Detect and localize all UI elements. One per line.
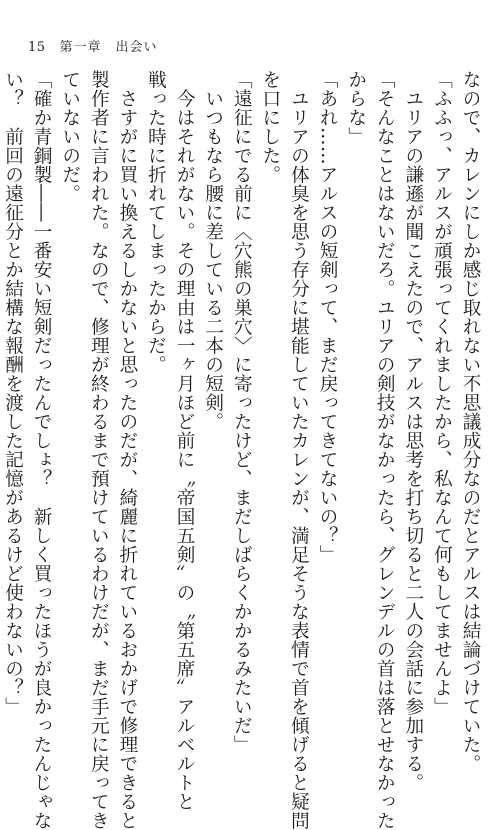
body-text (2, 70, 484, 830)
text-line-11: 今はそれがない。その理由は一ヶ月ほど前に〝帝国五剣〟の〝第五席〟アルベルトと (174, 70, 196, 811)
text-line-10: いつもなら腰に差している二本の短剣。 (202, 70, 224, 431)
chapter-title: 第一章 出会い (59, 40, 158, 55)
text-line-8: を口にした。 (259, 70, 281, 184)
text-line-12: 戦った時に折れてしまったからだ。 (145, 70, 167, 374)
text-line-17: い？ 前回の遠征分とか結構な報酬を渡した記憶があるけど使わないの？」 (2, 70, 24, 716)
text-line-4: 「そんなことはないだろ。ユリアの剣技がなかったら、グレンデルの首は落とせなかった (374, 70, 396, 830)
text-line-3: ユリアの謙遜が聞こえたので、アルスは思考を打ち切ると二人の会話に参加する。 (402, 70, 424, 792)
text-line-1: なので、カレンにしか感じ取れない不思議成分なのだとアルスは結論づけていた。 (460, 70, 481, 773)
text-line-15: ていないのだ。 (59, 70, 81, 203)
text-line-2: 「ふふっ、アルスが頑張ってくれましたから、私なんて何もしてませんよ」 (431, 70, 453, 716)
text-line-5: からな」 (345, 70, 367, 146)
text-line-9: 「遠征にでる前に〈穴熊の巣穴〉に寄ったけど、まだしばらくかかるみたいだ」 (231, 70, 253, 754)
text-line-6: 「あれ……アルスの短剣って、まだ戻ってきてないの？」 (317, 70, 339, 564)
text-line-14: 製作者に言われた。なので、修理が終わるまで預けているわけだが、まだ手元に戻ってき (88, 70, 110, 830)
text-line-16: 「確か青銅製――一番安い短剣だったんでしょ？ 新しく買ったほうが良かったんじゃな (31, 70, 53, 830)
page-number: 15 (28, 40, 46, 55)
page-header (28, 36, 158, 55)
text-line-13: さすがに買い換えるしかないと思ったのだが、綺麗に折れているおかげで修理できると (116, 70, 138, 830)
text-line-7: ユリアの体臭を思う存分に堪能していたカレンが、満足そうな表情で首を傾げると疑問 (288, 70, 310, 830)
